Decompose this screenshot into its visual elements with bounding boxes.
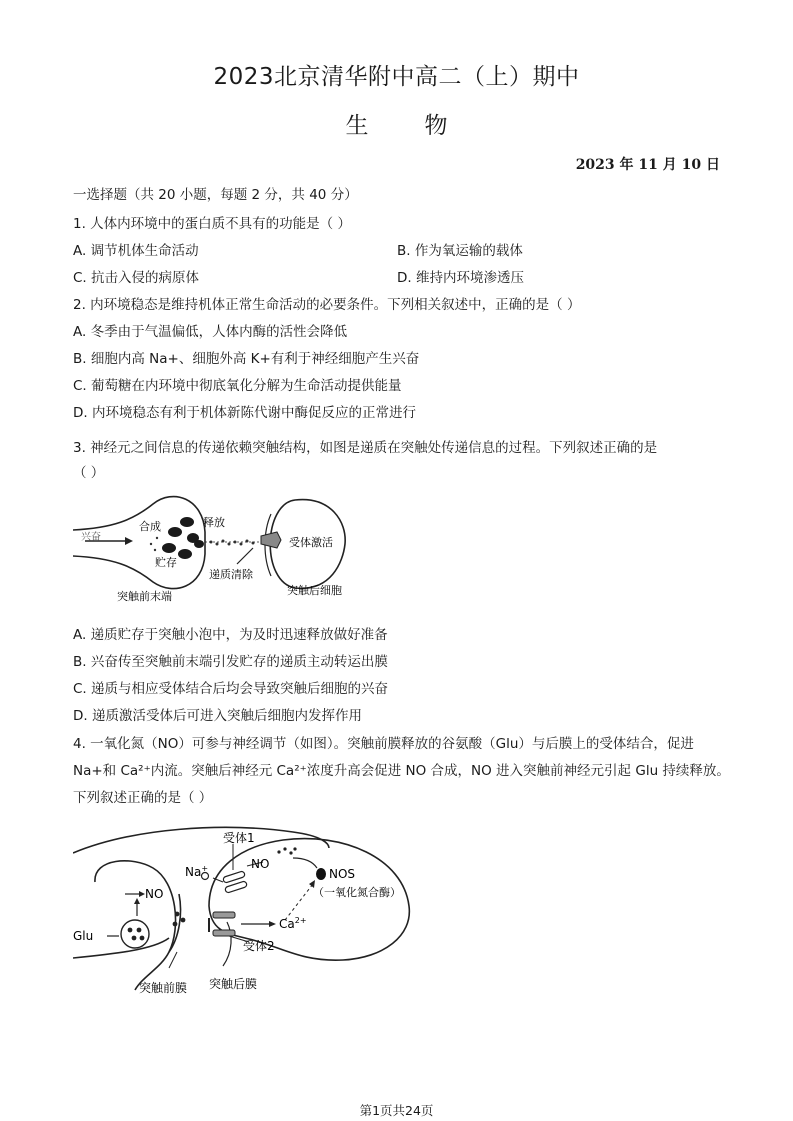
glu-vesicle [121,920,149,948]
q3-stem-cont: （ ） [73,465,105,481]
page-title: 2023北京清华附中高二（上）期中 [213,64,580,90]
q1-stem: 1. 人体内环境中的蛋白质不具有的功能是（ ） [73,216,351,232]
q4-line-3: 下列叙述正确的是（ ） [73,790,213,806]
presynaptic-terminal-left [95,861,176,990]
label-na [185,864,208,879]
label-synthesis: 合成 [139,520,161,533]
label-ca-symbol: Ca [279,917,295,931]
q1-option-a: A. 调节机体生命活动 [73,243,199,259]
clearance-arrow [237,548,253,564]
ca-to-nos-arrow [285,884,313,920]
no-dots-right [277,847,296,854]
vesicle [168,527,182,537]
receptor-2-upper [213,912,235,918]
q3-stem: 3. 神经元之间信息的传递依赖突触结构，如图是递质在突触处传递信息的过程。下列叙述正确的是 [73,440,658,456]
label-post-cell: 突触后细胞 [287,584,342,597]
q3-option-b: B. 兴奋传至突触前末端引发贮存的递质主动转运出膜 [73,654,388,670]
q2-option-b: B. 细胞内高 Na+、细胞外高 K+有利于神经细胞产生兴奋 [73,351,420,367]
na-ion [202,873,209,880]
label-pre-membrane: 突触前膜 [139,981,188,995]
label-no-left: NO [145,887,164,901]
label-ca [279,916,307,931]
label-post-membrane: 突触后膜 [209,977,258,991]
nos-to-no-arrow [293,858,317,868]
no-signaling-figure [73,818,433,998]
postsynaptic-neuron-outline [209,839,409,961]
label-release: 释放 [203,516,225,529]
label-receptor-active: 受体激活 [289,536,333,549]
q3-option-a: A. 递质贮存于突触小泡中，为及时迅速释放做好准备 [73,627,388,643]
label-receptor-2: 受体2 [243,939,275,953]
vesicle [178,549,192,559]
exam-date: 2023 年 11 月 10 日 [575,157,720,173]
page-footer: 第1页共24页 [359,1103,434,1118]
q4-line-1: 4. 一氧化氮（NO）可参与神经调节（如图）。突触前膜释放的谷氨酸（Glu）与后膜上的受体结合，促进 [73,736,694,752]
receptor-shape [261,532,281,548]
vesicle [194,540,204,548]
postsynaptic-membrane-front [223,922,231,966]
synapse-figure [73,492,373,604]
subject-char-1: 生 [345,113,369,139]
no-arrowhead-left [134,898,140,904]
label-no-right: NO [251,857,270,871]
label-pre-terminal: 突触前末端 [117,590,172,603]
q3-option-c: C. 递质与相应受体结合后均会导致突触后细胞的兴奋 [73,681,389,697]
label-na-charge: + [201,864,209,873]
q2-option-d: D. 内环境稳态有利于机体新陈代谢中酶促反应的正常进行 [73,405,416,421]
label-clearance: 递质清除 [209,568,253,581]
receptor-2-lower [213,930,235,936]
ca-influx-arrowhead [269,921,276,927]
q2-option-c: C. 葡萄糖在内环境中彻底氧化分解为生命活动提供能量 [73,378,402,394]
label-glu: Glu [73,929,94,943]
label-nos: NOS [329,867,356,881]
subject-char-2: 物 [424,113,448,139]
q1-option-d: D. 维持内环境渗透压 [397,270,524,286]
label-store: 贮存 [155,556,177,569]
vesicle [180,517,194,527]
label-stimulus: 兴奋 [81,532,101,543]
presynaptic-top-membrane [73,827,329,853]
q2-option-a: A. 冬季由于气温偏低，人体内酶的活性会降低 [73,324,348,340]
q1-option-b: B. 作为氧运输的载体 [397,243,523,259]
label-ca-charge: 2+ [294,916,307,925]
q2-stem: 2. 内环境稳态是维持机体正常生命活动的必要条件。下列相关叙述中，正确的是（ ） [73,297,581,313]
vesicle [162,543,176,553]
q1-option-c: C. 抗击入侵的病原体 [73,270,200,286]
section-heading: 一选择题（共 20 小题，每题 2 分，共 40 分） [73,187,358,203]
label-nos-name: （一氧化氮合酶） [313,886,401,899]
label-na-symbol: Na [185,865,202,879]
subject-title [0,107,793,140]
q3-option-d: D. 递质激活受体后可进入突触后细胞内发挥作用 [73,708,362,724]
stimulus-arrowhead [125,537,133,545]
label-receptor-1: 受体1 [223,831,255,845]
nos-enzyme [316,868,326,880]
pre-membrane-pointer [169,952,177,968]
q4-line-2: Na+和 Ca²⁺内流。突触后神经元 Ca²⁺浓度升高会促进 NO 合成，NO 进入突触前神经元引起 Glu 持续释放。 [73,763,730,779]
